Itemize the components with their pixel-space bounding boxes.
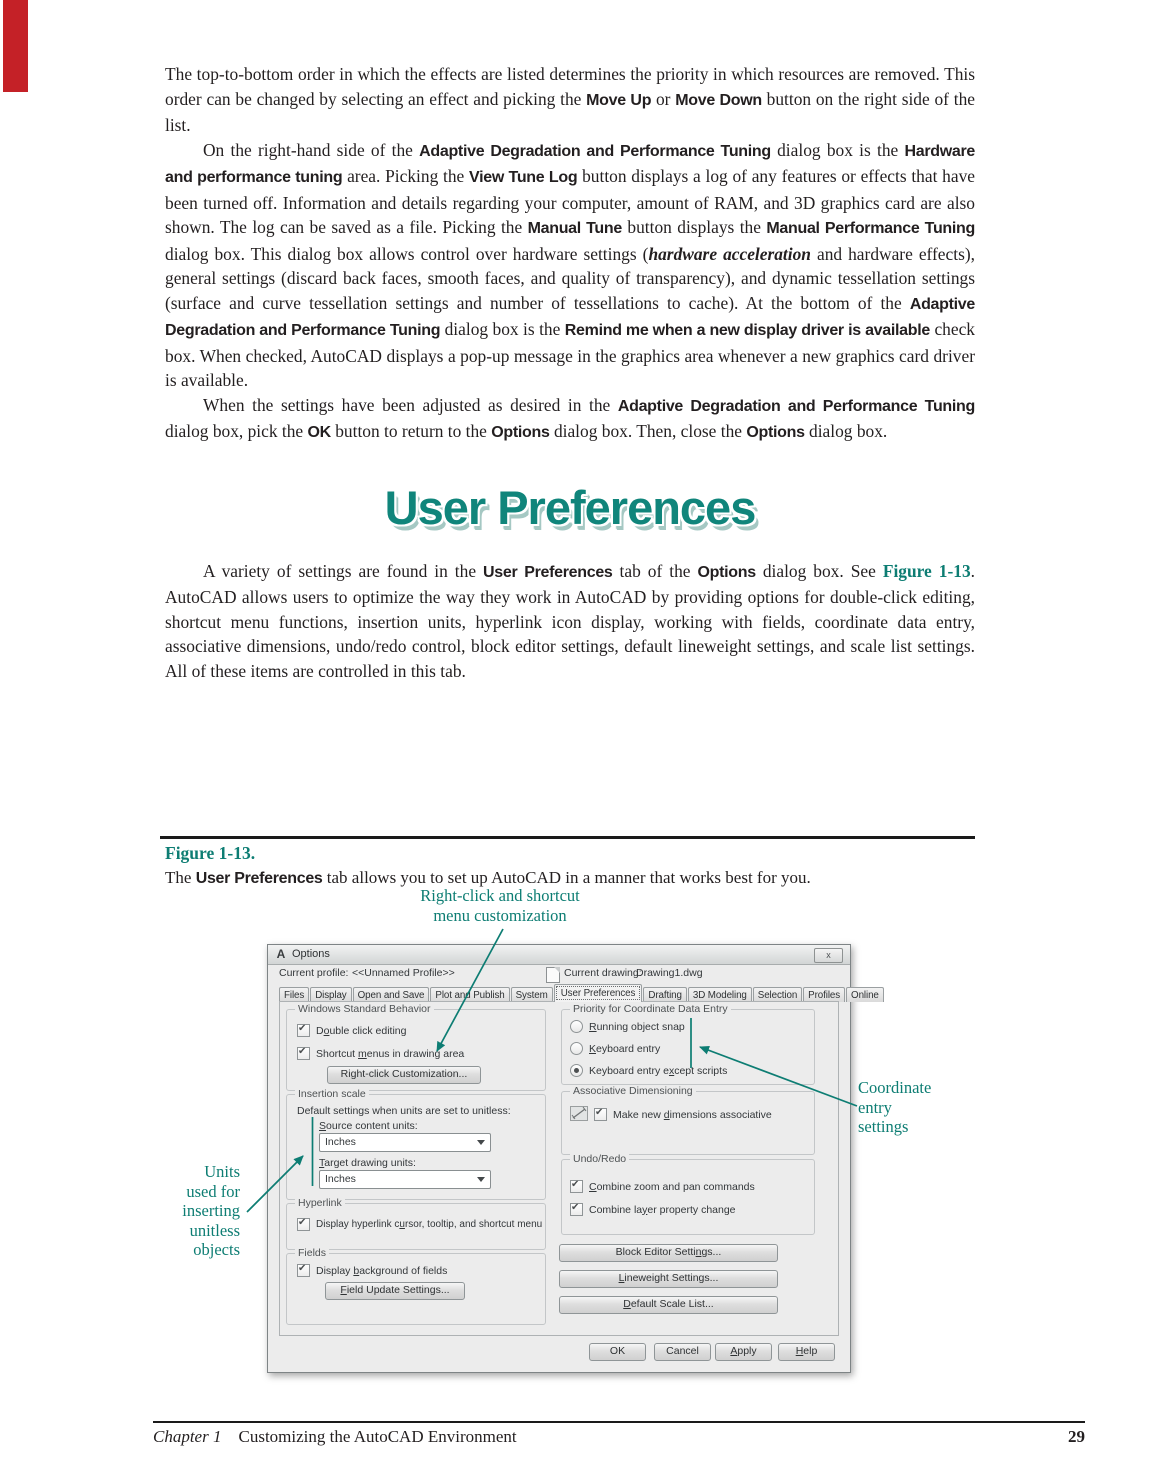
- block-editor-settings-button[interactable]: Block Editor Settings...: [559, 1244, 778, 1262]
- radio-label: Keyboard entry except scripts: [589, 1064, 728, 1077]
- checkbox-icon: [570, 1203, 583, 1216]
- target-units-label: Target drawing units:: [319, 1157, 416, 1169]
- chapter-number: Chapter 1: [153, 1427, 222, 1446]
- annotation-coordinate-entry: Coordinate entry settings: [858, 1078, 932, 1136]
- group-associative-dimensioning: [561, 1085, 815, 1155]
- checkbox-label: Display background of fields: [316, 1264, 448, 1277]
- close-icon[interactable]: x: [814, 948, 843, 963]
- figure-caption: The User Preferences tab allows you to set up AutoCAD in a manner that works best for you.: [165, 868, 811, 887]
- paragraph-4: A variety of settings are found in the User Preferences tab of the Options dialog box. See Figure 1-13. AutoCAD allows users to optimize the way they work in AutoCAD by providing options for double-click editing, shortcut menu functions, insertion units, hyperlink icon display, working with fields, coordinate data entry, associative dimensions, undo/redo control, block editor settings, default lineweight settings, and scale list settings. All of these items are controlled in this tab.: [165, 560, 976, 681]
- radio-icon: [570, 1042, 583, 1055]
- dialog-tabstrip: [279, 984, 879, 1002]
- current-profile-label: Current profile:: [279, 967, 349, 979]
- tab-plot-and-publish[interactable]: Plot and Publish: [430, 987, 509, 1002]
- tab-system[interactable]: System: [511, 987, 553, 1002]
- group-title: Priority for Coordinate Data Entry: [570, 1003, 731, 1015]
- group-hyperlink: [286, 1197, 546, 1250]
- group-title: Associative Dimensioning: [570, 1085, 696, 1097]
- current-drawing-label: Current drawing:: [564, 967, 642, 979]
- checkbox-icon: [594, 1108, 607, 1121]
- checkbox-combine-zoom-pan[interactable]: [570, 1180, 755, 1193]
- group-insertion-scale: [286, 1088, 546, 1200]
- checkbox-icon: [297, 1264, 310, 1277]
- figure-top-rule: [160, 836, 975, 839]
- insertion-scale-description: Default settings when units are set to unitless:: [297, 1105, 511, 1117]
- target-units-value: Inches: [325, 1173, 356, 1185]
- autocad-a-icon: A: [276, 947, 286, 961]
- cancel-button[interactable]: Cancel: [654, 1343, 711, 1361]
- radio-label: Running object snap: [589, 1020, 685, 1033]
- drawing-file-icon: [546, 967, 560, 983]
- source-units-value: Inches: [325, 1136, 356, 1148]
- checkbox-label: Shortcut menus in drawing area: [316, 1047, 465, 1060]
- checkbox-label: Double click editing: [316, 1024, 407, 1037]
- group-title: Hyperlink: [295, 1197, 345, 1209]
- page-footer: [153, 1427, 1085, 1447]
- footer-rule: [153, 1421, 1085, 1423]
- checkbox-icon: [297, 1218, 310, 1231]
- source-units-label: Source content units:: [319, 1120, 418, 1132]
- current-profile-value: <<Unnamed Profile>>: [352, 967, 455, 979]
- right-click-customization-button[interactable]: Right-click Customization...: [327, 1066, 481, 1084]
- dimension-icon: [570, 1106, 588, 1121]
- current-drawing-value: Drawing1.dwg: [636, 967, 703, 979]
- body-text: [165, 62, 975, 683]
- dialog-title: Options: [292, 948, 330, 960]
- radio-keyboard-entry-except-scripts[interactable]: [570, 1064, 727, 1077]
- radio-icon-selected: [570, 1064, 583, 1077]
- default-scale-list-button[interactable]: Default Scale List...: [559, 1296, 778, 1314]
- chapter-edge-tab: [3, 0, 28, 92]
- group-title: Windows Standard Behavior: [295, 1003, 434, 1015]
- group-title: Undo/Redo: [570, 1153, 629, 1165]
- group-coordinate-data-entry: [561, 1003, 815, 1085]
- tab-open-and-save[interactable]: Open and Save: [353, 987, 430, 1002]
- checkbox-make-dimensions-associative[interactable]: [594, 1108, 772, 1121]
- paragraph-2: On the right-hand side of the Adaptive Degradation and Performance Tuning dialog box is the Hardware and performance tuning area. Picking the View Tune Log button displays a log of any features or effects that have been turned off. Information and details regarding your computer, amount of RAM, and 3D graphics card are also shown. The log can be saved as a file. Picking the Manual Tune button displays the Manual Performance Tuning dialog box. This dialog box allows control over hardware settings (hardware acceleration and hardware effects), general settings (discard back faces, smooth faces, and quality of transparency), and dynamic tessellation settings (surface and curve tessellation settings and number of tessellations to cache). At the bottom of the Adaptive Degradation and Performance Tuning dialog box is the Remind me when a new display driver is available check box. When checked, AutoCAD displays a pop-up message in the graphics area whenever a new graphics card driver is available.: [165, 139, 976, 390]
- checkbox-double-click-editing[interactable]: [297, 1024, 406, 1037]
- tab-user-preferences[interactable]: User Preferences: [554, 984, 643, 1002]
- checkbox-icon: [297, 1047, 310, 1060]
- radio-icon: [570, 1020, 583, 1033]
- apply-button[interactable]: Apply: [715, 1343, 772, 1361]
- group-title: Fields: [295, 1247, 329, 1259]
- checkbox-display-hyperlink-cursor[interactable]: [297, 1218, 542, 1231]
- paragraph-1: The top-to-bottom order in which the effects are listed determines the priority in which resources are removed. This order can be changed by selecting an effect and picking the Move Up or Move Down button on the right side of the list.: [165, 64, 975, 135]
- profile-row: [268, 965, 850, 982]
- target-units-combobox[interactable]: [319, 1170, 491, 1189]
- chapter-title: Customizing the AutoCAD Environment: [238, 1427, 517, 1446]
- section-heading: User Preferences: [384, 480, 756, 534]
- options-dialog: [267, 944, 879, 1373]
- checkbox-display-background-fields[interactable]: [297, 1264, 447, 1277]
- checkbox-label: Make new dimensions associative: [613, 1108, 772, 1121]
- tab-3d-modeling[interactable]: 3D Modeling: [688, 987, 752, 1002]
- checkbox-label: Display hyperlink cursor, tooltip, and shortcut menu: [316, 1219, 543, 1230]
- tab-selection[interactable]: Selection: [753, 987, 802, 1002]
- source-units-combobox[interactable]: [319, 1133, 491, 1152]
- radio-label: Keyboard entry: [589, 1042, 661, 1055]
- tab-profiles[interactable]: Profiles: [803, 987, 845, 1002]
- checkbox-label: Combine zoom and pan commands: [589, 1180, 755, 1193]
- tab-drafting[interactable]: Drafting: [643, 987, 687, 1002]
- tab-display[interactable]: Display: [310, 987, 351, 1002]
- radio-keyboard-entry[interactable]: [570, 1042, 660, 1055]
- tab-files[interactable]: Files: [279, 987, 309, 1002]
- dropdown-arrow-icon: [477, 1177, 485, 1182]
- tab-online[interactable]: Online: [846, 987, 884, 1002]
- dialog-titlebar: [268, 945, 850, 965]
- checkbox-label: Combine layer property change: [589, 1203, 736, 1216]
- ok-button[interactable]: OK: [589, 1343, 646, 1361]
- group-windows-standard-behavior: [286, 1003, 546, 1091]
- group-undo-redo: [561, 1153, 815, 1235]
- group-fields: [286, 1247, 546, 1325]
- checkbox-icon: [570, 1180, 583, 1193]
- radio-running-object-snap[interactable]: [570, 1020, 685, 1033]
- group-title: Insertion scale: [295, 1088, 369, 1100]
- checkbox-combine-layer-property[interactable]: [570, 1203, 736, 1216]
- page-number: 29: [1068, 1427, 1085, 1446]
- dropdown-arrow-icon: [477, 1140, 485, 1145]
- checkbox-shortcut-menus[interactable]: [297, 1047, 464, 1060]
- lineweight-settings-button[interactable]: Lineweight Settings...: [559, 1270, 778, 1288]
- checkbox-icon: [297, 1024, 310, 1037]
- help-button[interactable]: Help: [778, 1343, 835, 1361]
- annotation-rightclick-customization: Right-click and shortcut menu customization: [420, 886, 580, 925]
- paragraph-3: When the settings have been adjusted as desired in the Adaptive Degradation and Performance Tuning dialog box, pick the OK button to return to the Options dialog box. Then, close the Options dialog box.: [165, 394, 975, 441]
- figure-label: Figure 1-13.: [165, 843, 256, 863]
- annotation-insertion-units: Units used for inserting unitless objects: [182, 1162, 240, 1259]
- field-update-settings-button[interactable]: Field Update Settings...: [325, 1282, 465, 1300]
